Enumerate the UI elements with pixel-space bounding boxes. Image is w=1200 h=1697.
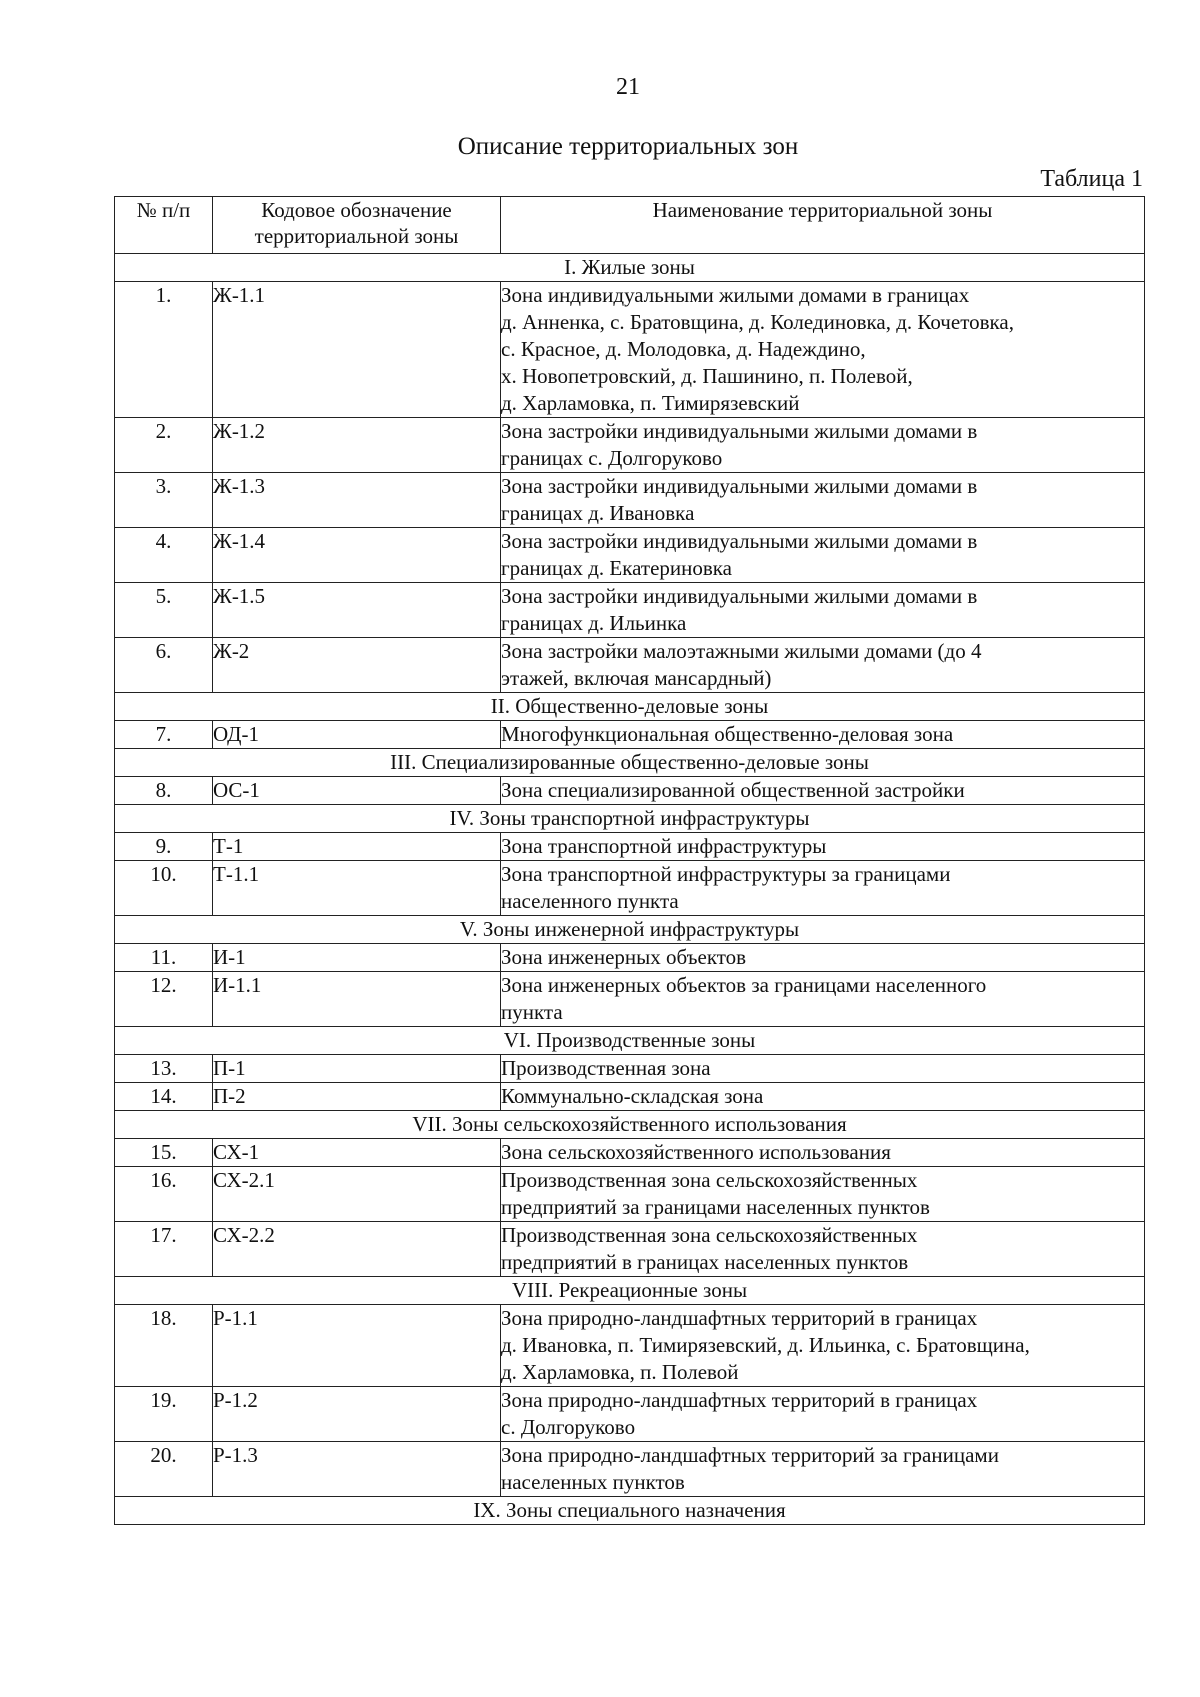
zone-code: Р-1.3 <box>213 1442 501 1497</box>
row-number: 4. <box>115 528 213 583</box>
section-row <box>115 1277 1145 1305</box>
zone-name-line: Зона сельскохозяйственного использования <box>501 1140 891 1164</box>
zone-code: Ж-2 <box>213 638 501 693</box>
zone-name <box>501 777 1145 805</box>
zone-name-line: д. Харламовка, п. Полевой <box>501 1360 739 1384</box>
table-row <box>115 473 1145 528</box>
zone-name-line: Зона природно-ландшафтных территорий за границами <box>501 1443 999 1467</box>
zone-name-line: Производственная зона <box>501 1056 711 1080</box>
zone-code: Ж-1.1 <box>213 282 501 418</box>
table-row <box>115 1055 1145 1083</box>
table-row <box>115 638 1145 693</box>
zone-name-line: д. Анненка, с. Братовщина, д. Колединовка, д. Кочетовка, <box>501 310 1014 334</box>
zone-code: СХ-2.2 <box>213 1222 501 1277</box>
zone-code: И-1 <box>213 944 501 972</box>
zone-name-line: предприятий за границами населенных пунктов <box>501 1195 930 1219</box>
zone-name-line: Производственная зона сельскохозяйственных <box>501 1223 918 1247</box>
table-row <box>115 282 1145 418</box>
zone-name-line: с. Долгоруково <box>501 1415 636 1439</box>
zone-name <box>501 833 1145 861</box>
zone-name-line: границах д. Ивановка <box>501 501 695 525</box>
zone-code: Р-1.1 <box>213 1305 501 1387</box>
header-code-line: Кодовое обозначение <box>261 198 452 222</box>
zone-name-line: Коммунально-складская зона <box>501 1084 764 1108</box>
zone-name <box>501 1167 1145 1222</box>
section-title: IX. Зоны специального назначения <box>115 1497 1145 1525</box>
zone-name-line: х. Новопетровский, д. Пашинино, п. Полевой, <box>501 364 913 388</box>
table-row <box>115 1083 1145 1111</box>
zone-name-line: Зона застройки индивидуальными жилыми домами в <box>501 584 978 608</box>
section-title: VIII. Рекреационные зоны <box>115 1277 1145 1305</box>
section-row <box>115 805 1145 833</box>
zone-code: Т-1 <box>213 833 501 861</box>
zone-name <box>501 1222 1145 1277</box>
zone-code: СХ-1 <box>213 1139 501 1167</box>
table-row <box>115 1222 1145 1277</box>
zone-code: Р-1.2 <box>213 1387 501 1442</box>
row-number: 15. <box>115 1139 213 1167</box>
zone-name-line: Зона специализированной общественной застройки <box>501 778 965 802</box>
zone-name <box>501 721 1145 749</box>
row-number: 1. <box>115 282 213 418</box>
zone-name-line: предприятий в границах населенных пунктов <box>501 1250 909 1274</box>
zone-code: СХ-2.1 <box>213 1167 501 1222</box>
section-title: V. Зоны инженерной инфраструктуры <box>115 916 1145 944</box>
zone-name-line: Зона транспортной инфраструктуры за границами <box>501 862 951 886</box>
table-row <box>115 1305 1145 1387</box>
zone-name-line: д. Ивановка, п. Тимирязевский, д. Ильинка, с. Братовщина, <box>501 1333 1030 1357</box>
table-row <box>115 861 1145 916</box>
zone-code: П-1 <box>213 1055 501 1083</box>
zone-name-line: Зона застройки индивидуальными жилыми домами в <box>501 529 978 553</box>
header-num: № п/п <box>115 197 213 254</box>
table-row <box>115 1387 1145 1442</box>
row-number: 3. <box>115 473 213 528</box>
row-number: 8. <box>115 777 213 805</box>
table-row <box>115 721 1145 749</box>
zone-name <box>501 638 1145 693</box>
table-row <box>115 418 1145 473</box>
header-code-line: территориальной зоны <box>254 224 459 248</box>
zone-name <box>501 861 1145 916</box>
table-row <box>115 1442 1145 1497</box>
row-number: 13. <box>115 1055 213 1083</box>
section-row <box>115 1497 1145 1525</box>
table-row <box>115 528 1145 583</box>
section-title: I. Жилые зоны <box>115 254 1145 282</box>
section-row <box>115 1027 1145 1055</box>
header-name: Наименование территориальной зоны <box>501 197 1145 254</box>
zone-code: Ж-1.5 <box>213 583 501 638</box>
zone-code: Ж-1.4 <box>213 528 501 583</box>
row-number: 7. <box>115 721 213 749</box>
zone-name-line: Зона застройки индивидуальными жилыми домами в <box>501 419 978 443</box>
zone-code: Т-1.1 <box>213 861 501 916</box>
zone-name <box>501 528 1145 583</box>
table-row <box>115 777 1145 805</box>
section-row <box>115 1111 1145 1139</box>
zone-name-line: с. Красное, д. Молодовка, д. Надеждино, <box>501 337 866 361</box>
zone-code: И-1.1 <box>213 972 501 1027</box>
row-number: 5. <box>115 583 213 638</box>
row-number: 6. <box>115 638 213 693</box>
zone-name-line: Зона природно-ландшафтных территорий в границах <box>501 1388 978 1412</box>
section-title: VII. Зоны сельскохозяйственного использования <box>115 1111 1145 1139</box>
zone-name-line: д. Харламовка, п. Тимирязевский <box>501 391 800 415</box>
section-row <box>115 916 1145 944</box>
section-row <box>115 254 1145 282</box>
zone-name <box>501 1442 1145 1497</box>
zone-code: Ж-1.3 <box>213 473 501 528</box>
table-caption: Таблица 1 <box>1040 166 1143 192</box>
zone-name-line: Зона застройки малоэтажными жилыми домами (до 4 <box>501 639 982 663</box>
zone-name <box>501 473 1145 528</box>
row-number: 10. <box>115 861 213 916</box>
zone-name <box>501 1055 1145 1083</box>
page-number: 21 <box>616 74 640 100</box>
table-row <box>115 1167 1145 1222</box>
zone-name <box>501 1139 1145 1167</box>
section-row <box>115 749 1145 777</box>
section-title: IV. Зоны транспортной инфраструктуры <box>115 805 1145 833</box>
zone-name-line: Многофункциональная общественно-деловая зона <box>501 722 954 746</box>
zone-code: Ж-1.2 <box>213 418 501 473</box>
zones-table <box>114 196 1145 1525</box>
zone-name <box>501 1387 1145 1442</box>
zone-name <box>501 418 1145 473</box>
row-number: 12. <box>115 972 213 1027</box>
zone-name <box>501 1083 1145 1111</box>
zone-name <box>501 583 1145 638</box>
row-number: 11. <box>115 944 213 972</box>
zone-name-line: пункта <box>501 1000 563 1024</box>
section-title: VI. Производственные зоны <box>115 1027 1145 1055</box>
zone-name-line: населенного пункта <box>501 889 679 913</box>
zone-name-line: населенных пунктов <box>501 1470 685 1494</box>
row-number: 17. <box>115 1222 213 1277</box>
zone-name <box>501 282 1145 418</box>
row-number: 20. <box>115 1442 213 1497</box>
zone-name <box>501 972 1145 1027</box>
zone-name <box>501 1305 1145 1387</box>
zone-name-line: границах д. Ильинка <box>501 611 687 635</box>
zone-name-line: Зона инженерных объектов <box>501 945 747 969</box>
zone-name-line: Зона инженерных объектов за границами населенного <box>501 973 987 997</box>
row-number: 2. <box>115 418 213 473</box>
zone-name-line: Зона застройки индивидуальными жилыми домами в <box>501 474 978 498</box>
zone-code: ОД-1 <box>213 721 501 749</box>
section-title: III. Специализированные общественно-деловые зоны <box>115 749 1145 777</box>
section-row <box>115 693 1145 721</box>
document-title: Описание территориальных зон <box>457 133 799 160</box>
zone-name-line: Зона транспортной инфраструктуры <box>501 834 827 858</box>
zone-name-line: границах с. Долгоруково <box>501 446 723 470</box>
row-number: 14. <box>115 1083 213 1111</box>
zone-name-line: Производственная зона сельскохозяйственных <box>501 1168 918 1192</box>
table-row <box>115 833 1145 861</box>
table-row <box>115 944 1145 972</box>
table-row <box>115 583 1145 638</box>
row-number: 9. <box>115 833 213 861</box>
row-number: 18. <box>115 1305 213 1387</box>
row-number: 19. <box>115 1387 213 1442</box>
zone-name-line: Зона индивидуальными жилыми домами в границах <box>501 283 970 307</box>
header-code <box>213 197 501 254</box>
zone-code: П-2 <box>213 1083 501 1111</box>
section-title: II. Общественно-деловые зоны <box>115 693 1145 721</box>
zone-name-line: Зона природно-ландшафтных территорий в границах <box>501 1306 978 1330</box>
row-number: 16. <box>115 1167 213 1222</box>
table-row <box>115 1139 1145 1167</box>
table-header-row <box>115 197 1145 254</box>
zones-table-body <box>115 254 1145 1525</box>
zone-name <box>501 944 1145 972</box>
table-row <box>115 972 1145 1027</box>
zone-name-line: этажей, включая мансардный) <box>501 666 772 690</box>
zone-name-line: границах д. Екатериновка <box>501 556 732 580</box>
zone-code: ОС-1 <box>213 777 501 805</box>
